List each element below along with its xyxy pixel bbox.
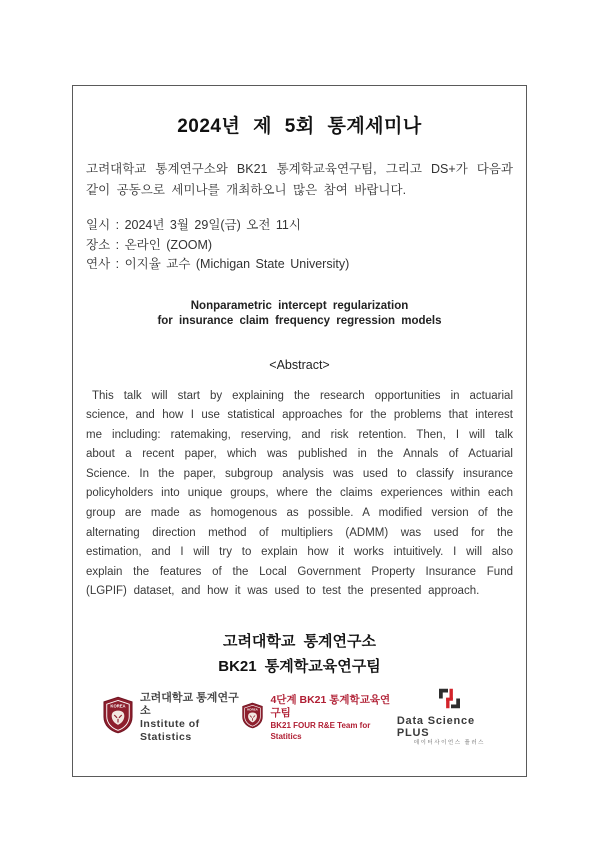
- seminar-notice-box: [72, 85, 527, 777]
- svg-text:KOREA: KOREA: [247, 706, 259, 711]
- bk21-english-name: BK21 FOUR R&E Team for Statitics: [270, 720, 371, 741]
- korea-university-shield-icon: [242, 702, 263, 734]
- seminar-title: 2024년 제 5회 통계세미나: [177, 116, 422, 137]
- institute-logo-text: [140, 692, 242, 744]
- host-line2: BK21 통계학교육연구팀: [218, 658, 381, 676]
- logo-row: [103, 688, 502, 747]
- host-line1: 고려대학교 통계연구소: [222, 633, 377, 651]
- detail-location: 장소 : 온라인 (ZOOM): [86, 237, 213, 252]
- detail-speaker: 연사 : 이지율 교수 (Michigan State University): [86, 257, 350, 271]
- detail-datetime: 일시 : 2024년 3월 29일(금) 오전 11시: [86, 218, 301, 232]
- institute-korean-name: 고려대학교 통계연구소: [140, 691, 239, 717]
- dsplus-korean-name: 데이터사이언스 플러스: [413, 740, 485, 747]
- talk-title-line2: for insurance claim frequency regression models: [157, 314, 442, 327]
- institute-english-name: Institute of Statistics: [140, 717, 200, 743]
- institute-of-statistics-logo: [103, 692, 242, 744]
- talk-title-line1: Nonparametric intercept regularization: [190, 299, 409, 312]
- bk21-team-logo: [242, 694, 396, 742]
- bk21-logo-text: [270, 694, 396, 742]
- abstract-text: This talk will start by explaining the research opportunities in actuarial science, and how I use statistical approaches for the problems that interest me including: ratemaking, reserving, and risk retention. Then, I will talk about a recent paper, which was published in the Annals of Actuarial Science. In the paper, subgroup analysis was used to classify insurance policyholders into unique groups, where the claims experiences within each group are made as homogenous as possible. A modified version of the alternating direction method of multipliers (ADMM) was used for the estimation, and I will try to explain how it works intuitively. I will also explain the features of the Local Government Property Insurance Fund (LGPIF) dataset, and how it was used to test the presented approach.: [86, 389, 513, 598]
- data-science-plus-logo: [397, 688, 502, 747]
- ds-plus-mark-icon: [436, 688, 463, 714]
- event-details: [86, 216, 513, 275]
- intro-paragraph: 고려대학교 통계연구소와 BK21 통계학교육연구팀, 그리고 DS+가 다음과 같이 공동으로 세미나를 개최하오니 많은 참여 바랍니다.: [86, 162, 513, 197]
- abstract-heading: <Abstract>: [269, 357, 330, 372]
- bk21-korean-name: 4단계 BK21 통계학교육연구팀: [270, 693, 391, 719]
- dsplus-english-name: Data Science PLUS: [396, 715, 475, 740]
- korea-university-shield-icon: [103, 696, 133, 739]
- svg-text:KOREA: KOREA: [110, 703, 126, 709]
- host-organizations: [73, 629, 526, 679]
- talk-title: [73, 299, 526, 329]
